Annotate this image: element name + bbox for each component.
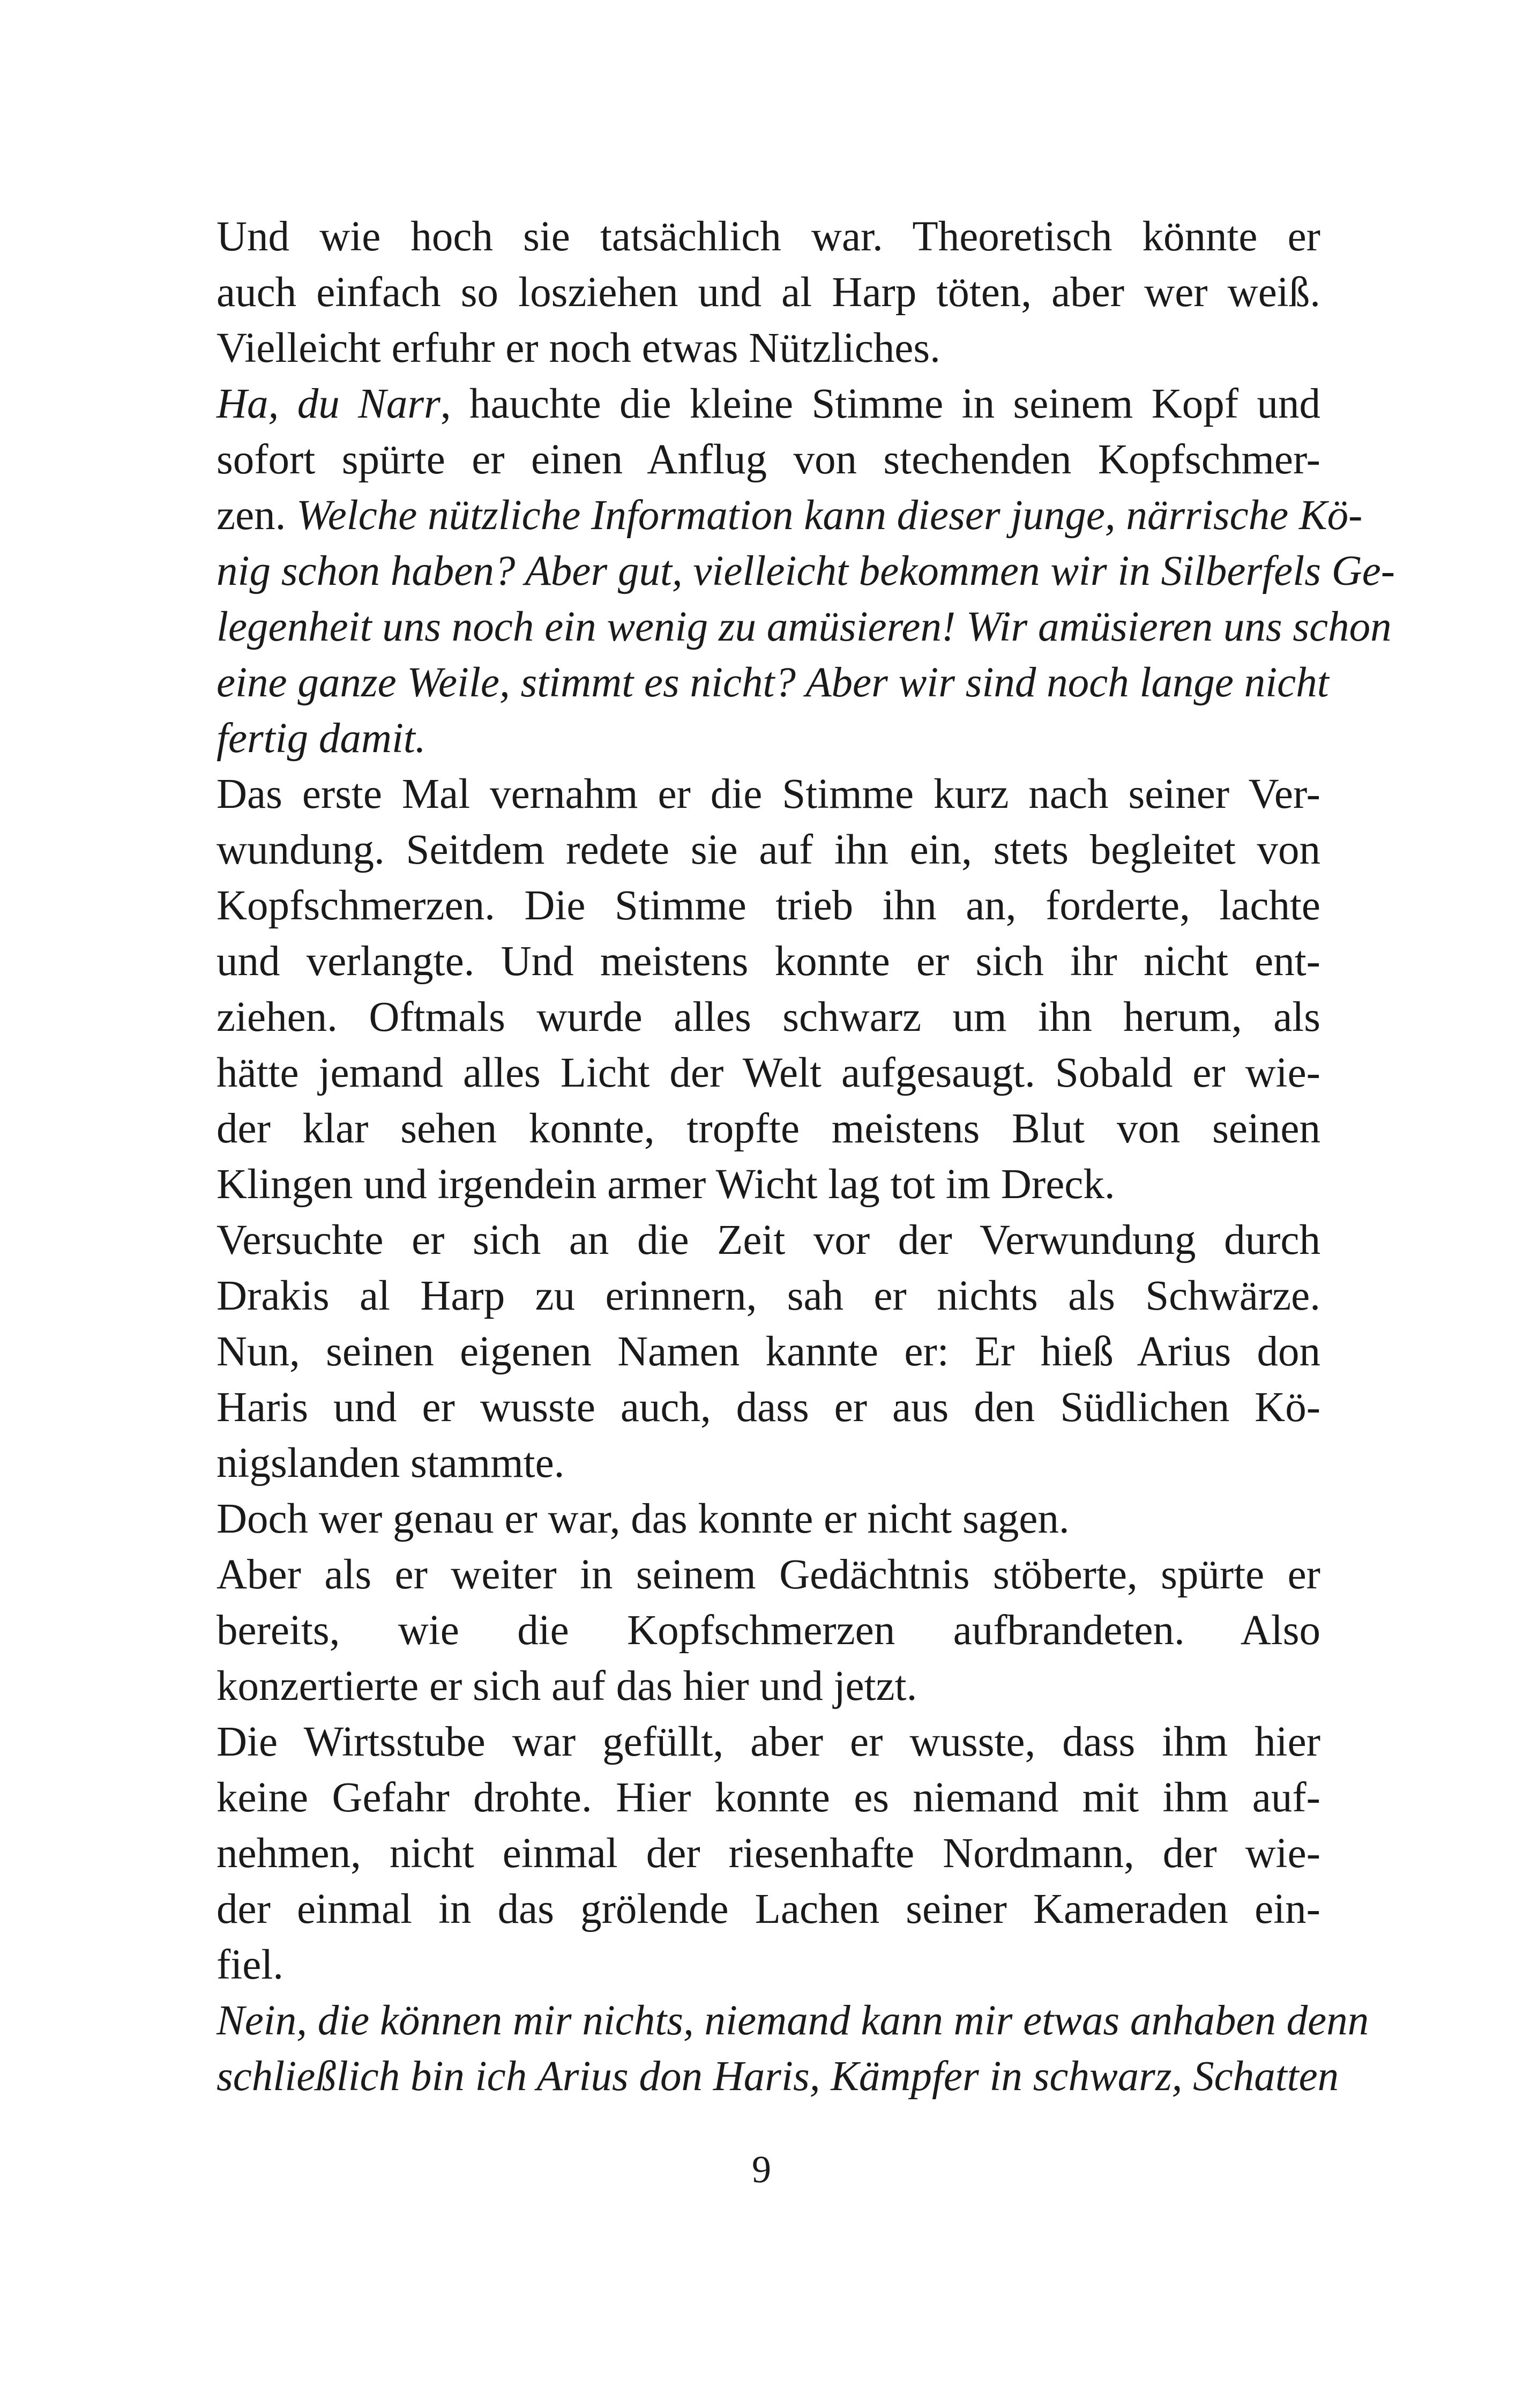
text-line: Drakis al Harp zu erinnern, sah er nichts als Schwärze.	[216, 1273, 1320, 1319]
text-line: ziehen. Oftmals wurde alles schwarz um ihn herum, als	[216, 994, 1320, 1041]
text-line: legenheit uns noch ein wenig zu amüsieren! Wir amüsieren uns schon	[216, 604, 1392, 650]
text-line: Nun, seinen eigenen Namen kannte er: Er hieß Arius don	[216, 1328, 1320, 1375]
text-line: konzertierte er sich auf das hier und jetzt.	[216, 1663, 917, 1710]
text-line: Und wie hoch sie tatsächlich war. Theoretisch könnte er	[216, 213, 1320, 260]
text-line: wundung. Seitdem redete sie auf ihn ein, stets begleitet von	[216, 827, 1320, 873]
text-line: Das erste Mal vernahm er die Stimme kurz nach seiner Ver-	[216, 771, 1320, 817]
text-line: der einmal in das grölende Lachen seiner Kameraden ein-	[216, 1886, 1320, 1933]
text-line: eine ganze Weile, stimmt es nicht? Aber wir sind noch lange nicht	[216, 659, 1329, 706]
text-line: nigslanden stammte.	[216, 1440, 565, 1487]
text-line: nig schon haben? Aber gut, vielleicht bekommen wir in Silberfels Ge-	[216, 548, 1395, 594]
text-line: auch einfach so losziehen und al Harp töten, aber wer weiß.	[216, 269, 1320, 316]
text-line	[216, 488, 1363, 544]
text-line: der klar sehen konnte, tropfte meistens Blut von seinen	[216, 1105, 1320, 1152]
text-line: Haris und er wusste auch, dass er aus den Südlichen Kö-	[216, 1384, 1320, 1431]
text-line: bereits, wie die Kopfschmerzen aufbrandeten. Also	[216, 1607, 1320, 1654]
text-line: Doch wer genau er war, das konnte er nicht sagen.	[216, 1496, 1070, 1542]
body-text	[216, 209, 1395, 2105]
text-line: Die Wirtsstube war gefüllt, aber er wusste, dass ihm hier	[216, 1719, 1320, 1765]
text-line: und verlangte. Und meistens konnte er sich ihr nicht ent-	[216, 938, 1320, 985]
text-segment: zen.	[216, 492, 297, 539]
text-line: Nein, die können mir nichts, niemand kann mir etwas anhaben denn	[216, 1997, 1369, 2044]
text-segment: , hauchte die kleine Stimme in seinem Kopf und	[440, 381, 1320, 427]
text-line: hätte jemand alles Licht der Welt aufgesaugt. Sobald er wie-	[216, 1050, 1320, 1096]
text-line: Aber als er weiter in seinem Gedächtnis stöberte, spürte er	[216, 1551, 1320, 1598]
text-line: schließlich bin ich Arius don Haris, Kämpfer in schwarz, Schatten	[216, 2053, 1339, 2100]
text-line: sofort spürte er einen Anflug von stechenden Kopfschmer-	[216, 436, 1320, 483]
text-line: keine Gefahr drohte. Hier konnte es niemand mit ihm auf-	[216, 1774, 1320, 1821]
text-line: fertig damit.	[216, 715, 426, 762]
text-line: Vielleicht erfuhr er noch etwas Nützliches.	[216, 325, 940, 371]
page-number: 9	[752, 2148, 771, 2191]
text-line: Versuchte er sich an die Zeit vor der Verwundung durch	[216, 1217, 1320, 1264]
italic-text-segment: Ha, du Narr	[216, 381, 441, 427]
text-line	[216, 376, 1320, 432]
text-line: nehmen, nicht einmal der riesenhafte Nordmann, der wie-	[216, 1830, 1320, 1877]
text-line: Klingen und irgendein armer Wicht lag tot im Dreck.	[216, 1161, 1115, 1208]
italic-text-segment: Welche nützliche Information kann dieser junge, närrische Kö-	[296, 492, 1363, 539]
text-line: Kopfschmerzen. Die Stimme trieb ihn an, forderte, lachte	[216, 882, 1320, 929]
text-line: fiel.	[216, 1942, 284, 1988]
